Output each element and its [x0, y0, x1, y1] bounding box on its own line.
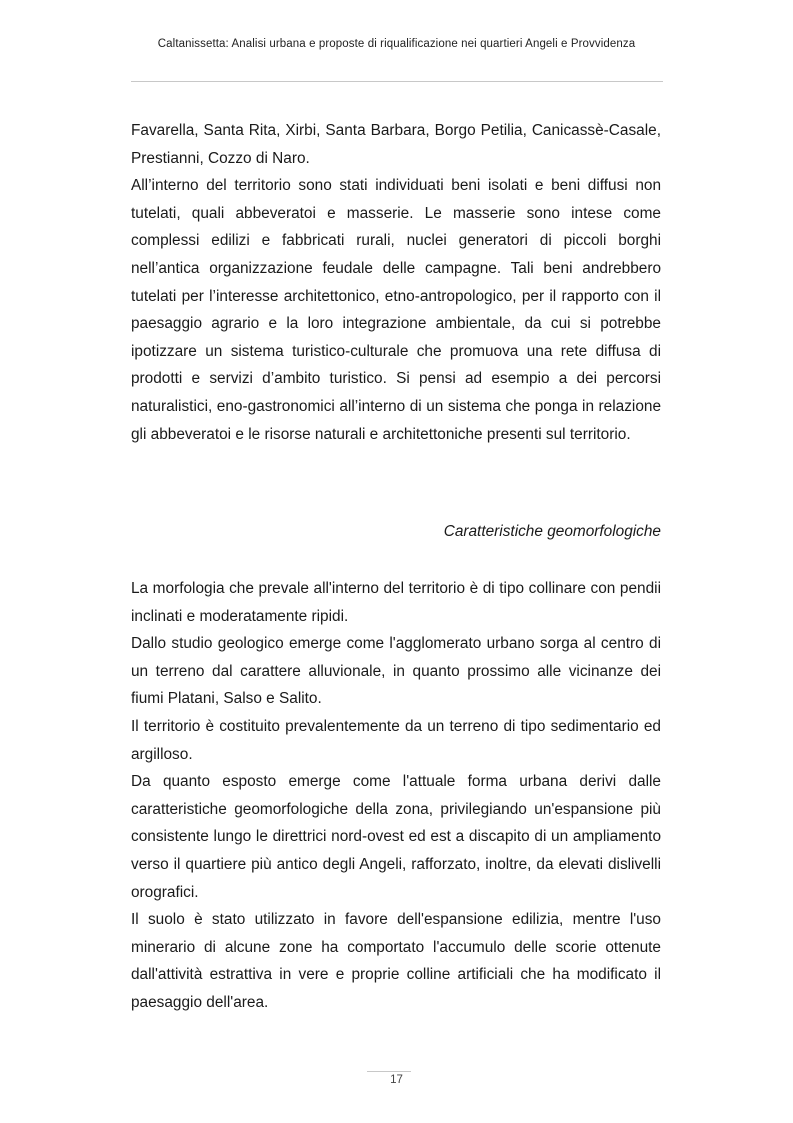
section-heading: Caratteristiche geomorfologiche — [443, 523, 661, 540]
paragraph: Dallo studio geologico emerge come l'agglomerato urbano sorga al centro di un terreno dal carattere alluvionale, in quanto prossimo alle vicinanze dei fiumi Platani, Salso e Salito. — [131, 635, 661, 708]
running-header: Caltanissetta: Analisi urbana e proposte di riqualificazione nei quartieri Angeli e Provvidenza — [157, 38, 636, 50]
paragraph: Il territorio è costituito prevalentemente da un terreno di tipo sedimentario ed argilloso. — [131, 717, 661, 763]
page-number: 17 — [390, 1074, 403, 1086]
paragraph: Il suolo è stato utilizzato in favore dell'espansione edilizia, mentre l'uso minerario di alcune zone ha comportato l'accumulo delle scorie ottenute dall'attività estrattiva in vere e proprie colline artificiali che ha modificato il paesaggio dell'area. — [131, 911, 661, 1011]
paragraph: Da quanto esposto emerge come l'attuale forma urbana derivi dalle caratteristiche geomorfologiche della zona, privilegiando un'espansione più consistente lungo le direttrici nord-ovest ed est a discapito di un ampliamento verso il quartiere più antico degli Angeli, rafforzato, inoltre, da elevati dislivelli orografici. — [131, 773, 661, 901]
footer-divider — [367, 1071, 411, 1072]
body-text-section-2 — [131, 575, 661, 1017]
header-divider — [131, 81, 663, 82]
body-text-section-1 — [131, 117, 661, 448]
paragraph: La morfologia che prevale all'interno del territorio è di tipo collinare con pendii inclinati e moderatamente ripidi. — [131, 580, 661, 625]
paragraph: All’interno del territorio sono stati individuati beni isolati e beni diffusi non tutelati, quali abbeveratoi e masserie. Le masserie sono intese come complessi edilizi e fabbricati rurali, nuclei generatori di piccoli borghi nell’antica organizzazione feudale delle campagne. Tali beni andrebbero tutelati per l’interesse architettonico, etno-antropologico, per il rapporto con il paesaggio agrario e la loro integrazione ambientale, da cui si potrebbe ipotizzare un sistema turistico-culturale che promuova una rete diffusa di prodotti e servizi d’ambito turistico. Si pensi ad esempio a dei percorsi naturalistici, eno-gastronomici all’interno di un sistema che ponga in relazione gli abbeveratoi e le risorse naturali e architettoniche presenti sul territorio. — [131, 177, 661, 443]
paragraph: Favarella, Santa Rita, Xirbi, Santa Barbara, Borgo Petilia, Canicassè-Casale, Prestianni, Cozzo di Naro. — [131, 122, 661, 167]
